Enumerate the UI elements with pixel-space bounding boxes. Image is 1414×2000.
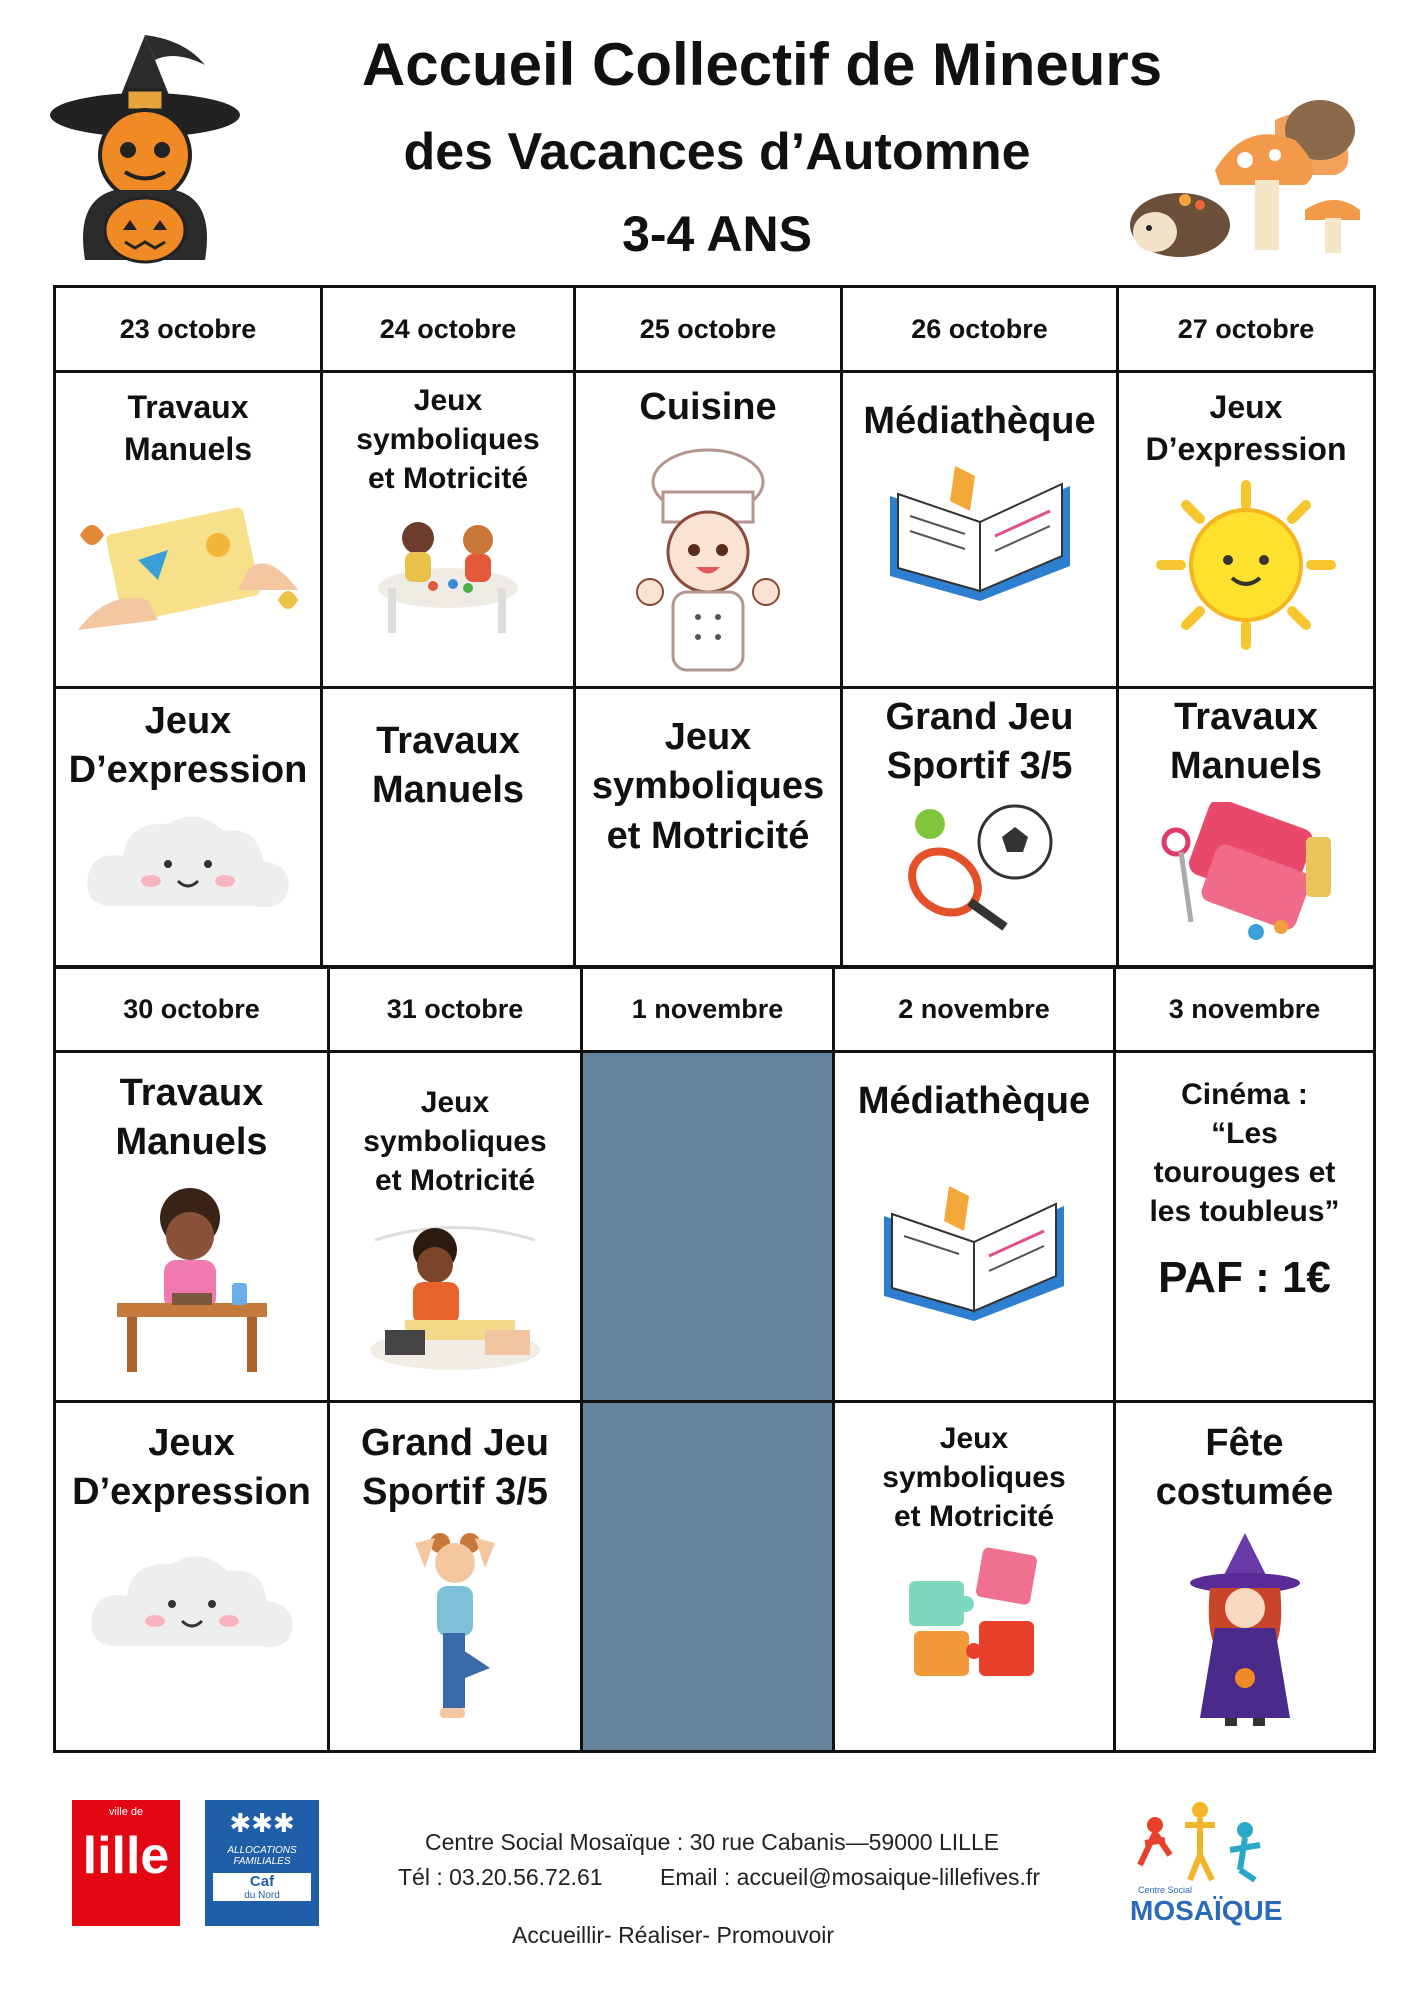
child-playing-illustration xyxy=(365,1210,545,1370)
date-cell: 30 octobre xyxy=(55,967,329,1052)
activity-cell xyxy=(834,1402,1115,1752)
activity-cell xyxy=(575,688,842,968)
yoga-child-illustration xyxy=(405,1528,505,1728)
activity-cell xyxy=(842,372,1118,688)
footer-motto: Accueillir- Réaliser- Promouvoir xyxy=(512,1922,835,1948)
activity-cell xyxy=(329,1402,582,1752)
activity-cell xyxy=(575,372,842,688)
caf-people-icon: ✱✱✱ xyxy=(229,1808,295,1838)
activity-cell xyxy=(55,372,322,688)
activity-label: Jeux D’expression xyxy=(1145,389,1347,467)
open-book-illustration xyxy=(874,1176,1074,1326)
sun-illustration xyxy=(1146,480,1346,650)
activity-label: Travaux Manuels xyxy=(115,1072,268,1164)
children-playing-illustration xyxy=(373,508,523,638)
footer-address: Centre Social Mosaïque : 30 rue Cabanis—59000 LILLE xyxy=(425,1829,1000,1855)
date-cell: 26 octobre xyxy=(842,287,1118,372)
page-subtitle: des Vacances d’Automne xyxy=(403,123,1031,181)
activity-cell xyxy=(55,1052,329,1402)
week1-morning-row xyxy=(55,372,1375,688)
activity-label: Jeux symboliques et Motricité xyxy=(356,384,540,495)
date-cell: 25 octobre xyxy=(575,287,842,372)
activity-label: Jeux D’expression xyxy=(72,1422,311,1514)
witch-costume-illustration xyxy=(1185,1528,1305,1728)
date-cell: 3 novembre xyxy=(1115,967,1375,1052)
activity-label: Médiathèque xyxy=(857,1080,1091,1122)
closed-day-cell xyxy=(582,1402,834,1752)
date-cell: 27 octobre xyxy=(1118,287,1375,372)
closed-day-cell xyxy=(582,1052,834,1402)
activity-label: Jeux D’expression xyxy=(68,700,308,792)
lille-city-logo xyxy=(72,1800,180,1926)
activity-label: Cuisine xyxy=(639,386,777,428)
activity-label: Fête costumée xyxy=(1155,1422,1334,1514)
sports-equipment-illustration xyxy=(900,802,1060,932)
activity-cell xyxy=(842,688,1118,968)
age-group: 3-4 ANS xyxy=(622,206,812,262)
dancing-figures-icon xyxy=(1130,1795,1270,1885)
activity-cell xyxy=(1115,1402,1375,1752)
activity-label: Grand Jeu Sportif 3/5 xyxy=(361,1422,549,1514)
chef-illustration xyxy=(628,442,788,672)
activity-cell xyxy=(834,1052,1115,1402)
caf-logo-line4: du Nord xyxy=(213,1890,311,1901)
caf-logo xyxy=(205,1800,319,1926)
puzzle-pieces-illustration xyxy=(899,1546,1049,1686)
cloud-illustration xyxy=(87,1546,297,1656)
mosaique-logo-small: Centre Social xyxy=(1138,1885,1193,1895)
week1-dates-row xyxy=(55,287,1375,372)
activity-label: Travaux Manuels xyxy=(1169,696,1323,788)
week1-afternoon-row xyxy=(55,688,1375,968)
activity-cell xyxy=(55,1402,329,1752)
week2-afternoon-row xyxy=(55,1402,1375,1752)
child-crafting-illustration xyxy=(112,1178,272,1378)
week1-schedule xyxy=(53,285,1376,969)
date-cell: 24 octobre xyxy=(322,287,575,372)
date-cell: 23 octobre xyxy=(55,287,322,372)
activity-cell xyxy=(1118,372,1375,688)
activity-label: Jeux symboliques et Motricité xyxy=(363,1086,547,1197)
activity-cell xyxy=(322,688,575,968)
open-book-illustration xyxy=(880,456,1080,606)
activity-cell xyxy=(322,372,575,688)
week2-schedule xyxy=(53,965,1376,1753)
activity-cell xyxy=(55,688,322,968)
hedgehog-mushroom-illustration xyxy=(1125,60,1365,265)
week2-dates-row xyxy=(55,967,1375,1052)
crafts-illustration xyxy=(68,480,308,630)
activity-label: Travaux Manuels xyxy=(371,720,525,812)
mosaique-logo-text: MOSAÏQUE xyxy=(1130,1895,1283,1926)
activity-cell xyxy=(1118,688,1375,968)
lille-logo-main: lille xyxy=(82,1827,170,1885)
price-label: PAF : 1€ xyxy=(1158,1253,1331,1302)
caf-logo-line2: FAMILIALES xyxy=(233,1856,291,1867)
lille-logo-top: ville de xyxy=(108,1806,144,1818)
activity-label: Cinéma : “Les tourouges et les toubleus” xyxy=(1149,1078,1340,1228)
activity-label: Médiathèque xyxy=(863,400,1096,442)
mosaique-logo xyxy=(1130,1795,1283,1935)
activity-label: Grand Jeu Sportif 3/5 xyxy=(885,696,1074,788)
date-cell: 2 novembre xyxy=(834,967,1115,1052)
activity-cell xyxy=(329,1052,582,1402)
activity-label: Jeux symboliques et Motricité xyxy=(591,716,825,857)
week2-morning-row xyxy=(55,1052,1375,1402)
date-cell: 1 novembre xyxy=(582,967,834,1052)
activity-label: Jeux symboliques et Motricité xyxy=(882,1422,1066,1533)
activity-label: Travaux Manuels xyxy=(123,389,253,467)
activity-cell xyxy=(1115,1052,1375,1402)
date-cell: 31 octobre xyxy=(329,967,582,1052)
footer-email: Email : accueil@mosaique-lillefives.fr xyxy=(660,1864,1040,1890)
footer-phone: Tél : 03.20.56.72.61 xyxy=(398,1864,603,1890)
caf-logo-line1: ALLOCATIONS xyxy=(227,1845,297,1856)
cloud-illustration xyxy=(83,806,293,916)
sewing-supplies-illustration xyxy=(1146,802,1346,952)
caf-logo-line3: Caf xyxy=(213,1873,311,1890)
page-title: Accueil Collectif de Mineurs xyxy=(361,31,1163,98)
